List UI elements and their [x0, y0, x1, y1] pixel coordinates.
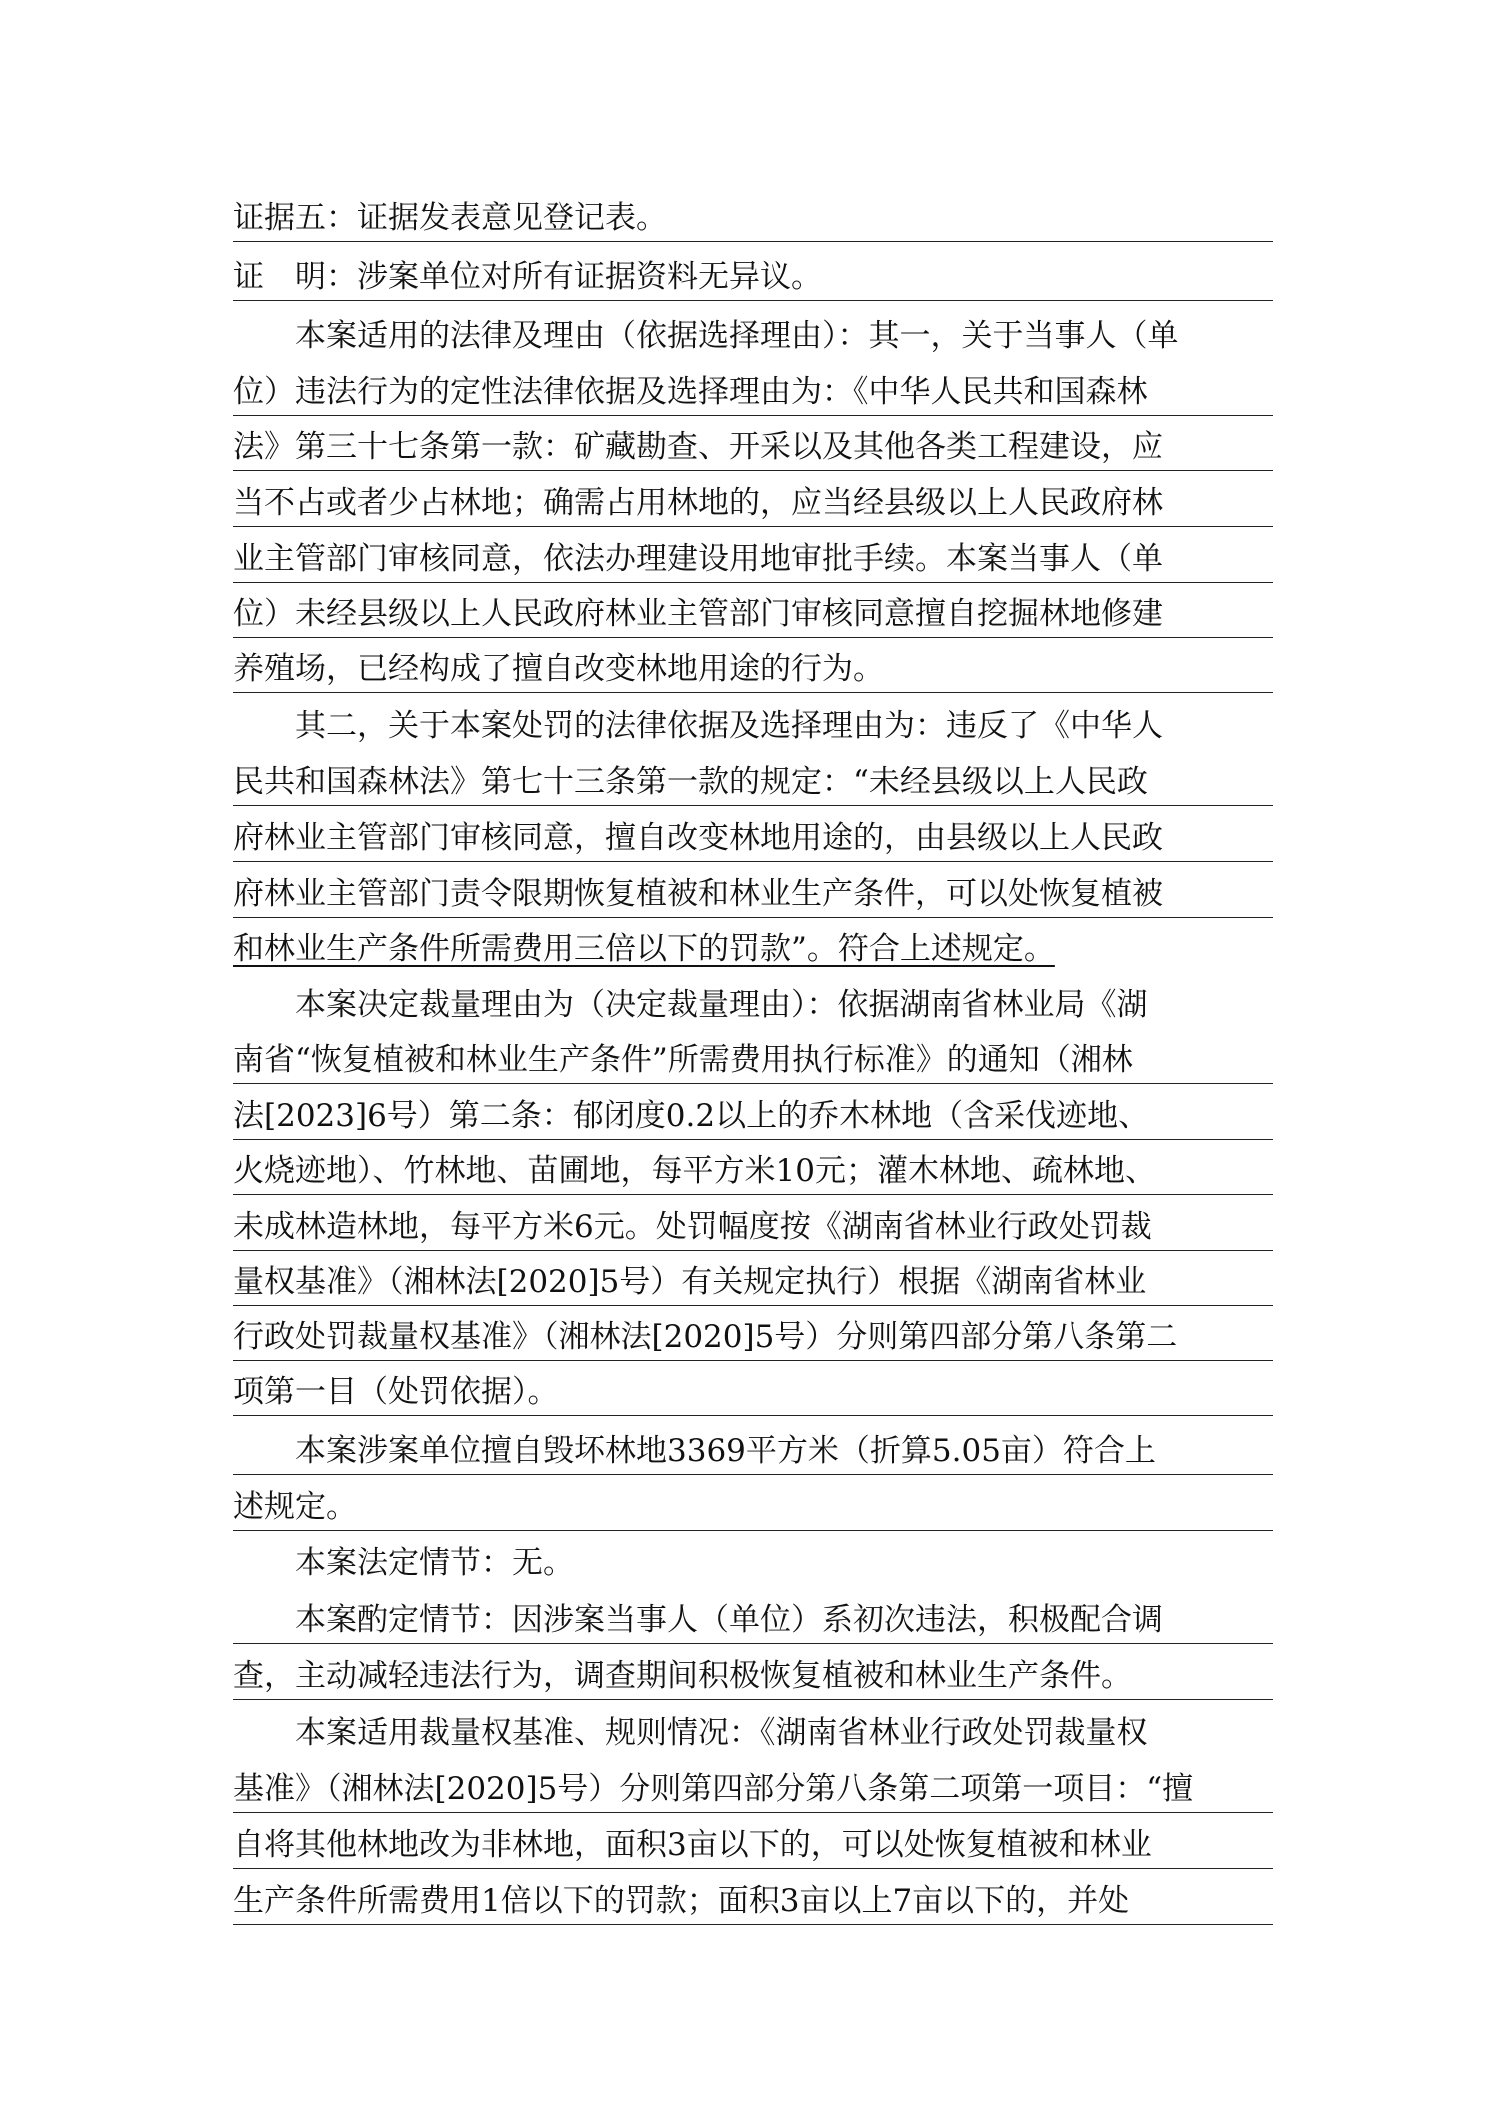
paragraph-line: 行政处罚裁量权基准》（湘林法[2020]5号）分则第四部分第八条第二: [233, 1314, 1273, 1361]
paragraph-line: 查，主动减轻违法行为，调查期间积极恢复植被和林业生产条件。: [233, 1653, 1273, 1700]
paragraph-line: 民共和国森林法》第七十三条第一款的规定：“未经县级以上人民政: [233, 759, 1273, 806]
paragraph-line: 南省“恢复植被和林业生产条件”所需费用执行标准》的通知（湘林: [233, 1037, 1273, 1084]
paragraph-line: 府林业主管部门责令限期恢复植被和林业生产条件，可以处恢复植被: [233, 871, 1273, 918]
paragraph-line: 量权基准》（湘林法[2020]5号）有关规定执行）根据《湖南省林业: [233, 1259, 1273, 1306]
paragraph-line: 未成林造林地，每平方米6元。处罚幅度按《湖南省林业行政处罚裁: [233, 1204, 1273, 1251]
paragraph-line: 项第一目（处罚依据）。: [233, 1369, 1273, 1416]
proof-line: 证 明：涉案单位对所有证据资料无异议。: [233, 254, 1273, 301]
paragraph-line: 养殖场，已经构成了擅自改变林地用途的行为。: [233, 646, 1273, 693]
paragraph-line: 当不占或者少占林地；确需占用林地的，应当经县级以上人民政府林: [233, 480, 1273, 527]
paragraph-line: 生产条件所需费用1倍以下的罚款；面积3亩以上7亩以下的，并处: [233, 1878, 1273, 1925]
evidence-five-line: 证据五：证据发表意见登记表。: [233, 195, 1273, 242]
paragraph-line: 位）违法行为的定性法律依据及选择理由为：《中华人民共和国森林: [233, 369, 1273, 416]
paragraph-line: 火烧迹地）、竹林地、苗圃地，每平方米10元；灌木林地、疏林地、: [233, 1148, 1273, 1195]
paragraph-line: 本案涉案单位擅自毁坏林地3369平方米（折算5.05亩）符合上: [233, 1428, 1273, 1475]
paragraph-line: 述规定。: [233, 1484, 1273, 1531]
paragraph-line: 法[2023]6号）第二条：郁闭度0.2以上的乔木林地（含采伐迹地、: [233, 1093, 1273, 1140]
paragraph-line: 基准》（湘林法[2020]5号）分则第四部分第八条第二项第一项目：“擅: [233, 1766, 1273, 1813]
underlined-text: 和林业生产条件所需费用三倍以下的罚款”。符合上述规定。: [233, 931, 1055, 967]
paragraph-line: 位）未经县级以上人民政府林业主管部门审核同意擅自挖掘林地修建: [233, 591, 1273, 638]
paragraph-line: 本案法定情节：无。: [233, 1545, 574, 1581]
paragraph-line: 法》第三十七条第一款：矿藏勘查、开采以及其他各类工程建设，应: [233, 424, 1273, 471]
paragraph-line: 本案决定裁量理由为（决定裁量理由）：依据湖南省林业局《湖: [233, 987, 1148, 1023]
paragraph-line: 自将其他林地改为非林地，面积3亩以下的，可以处恢复植被和林业: [233, 1822, 1273, 1869]
paragraph-line: 本案适用的法律及理由（依据选择理由）：其一，关于当事人（单: [233, 318, 1179, 354]
paragraph-line: 其二，关于本案处罚的法律依据及选择理由为：违反了《中华人: [233, 708, 1163, 744]
paragraph-line: 府林业主管部门审核同意，擅自改变林地用途的，由县级以上人民政: [233, 815, 1273, 862]
paragraph-line: 本案酌定情节：因涉案当事人（单位）系初次违法，积极配合调: [233, 1597, 1273, 1644]
paragraph-line: 业主管部门审核同意，依法办理建设用地审批手续。本案当事人（单: [233, 536, 1273, 583]
paragraph-line: 本案适用裁量权基准、规则情况：《湖南省林业行政处罚裁量权: [233, 1715, 1148, 1751]
paragraph-line: [233, 926, 1273, 972]
